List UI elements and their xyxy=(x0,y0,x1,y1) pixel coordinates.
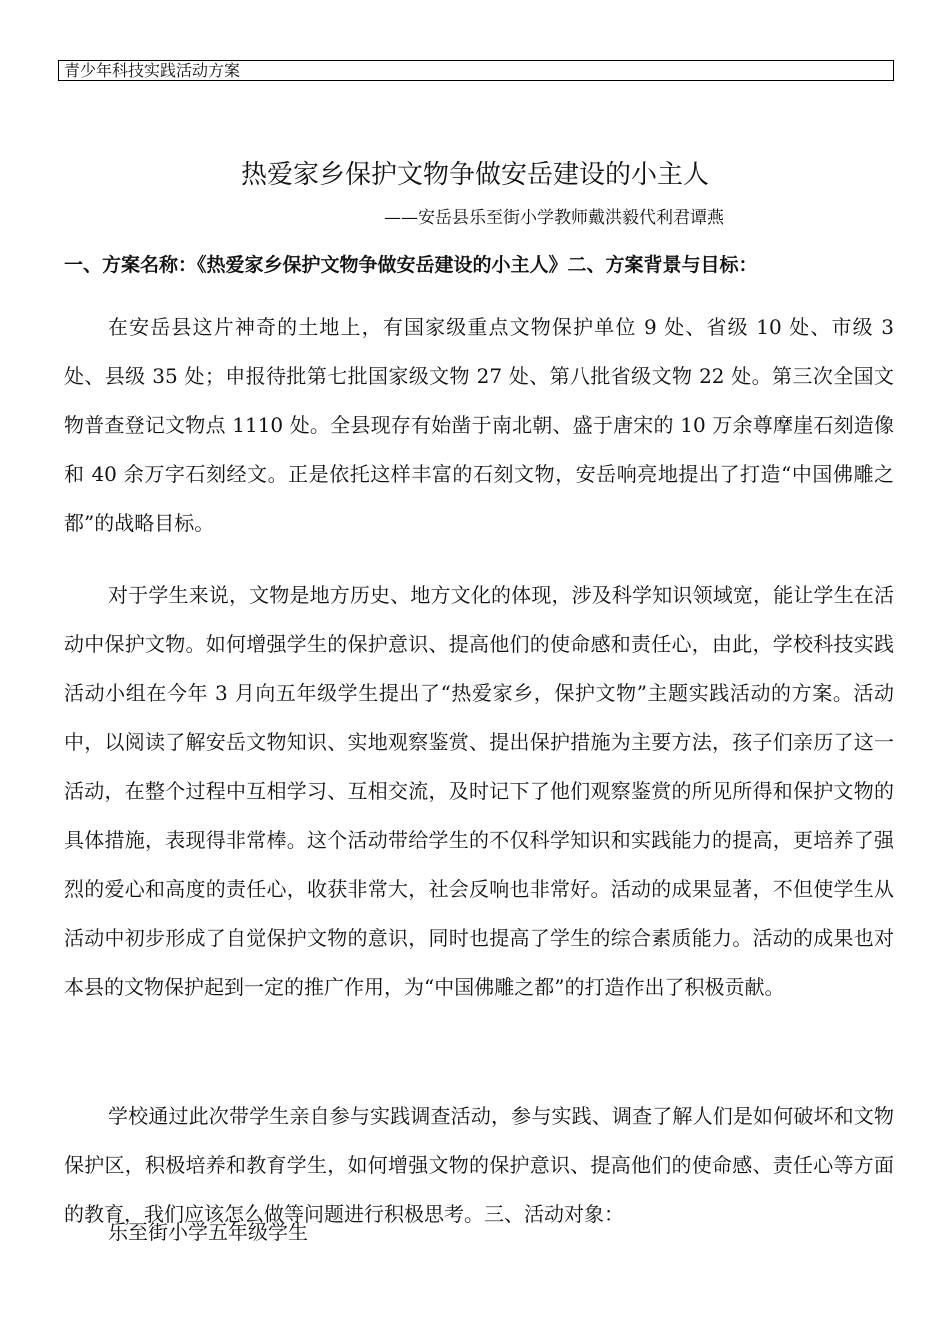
paragraph-goals: 对于学生来说，文物是地方历史、地方文化的体现，涉及科学知识领域宽，能让学生在活动中保护文物。如何增强学生的保护意识、提高他们的使命感和责任心，由此，学校科技实践活动小组在今年 3 月向五年级学生提出了“热爱家乡，保护文物”主题实践活动的方案。活动中，以阅读了解安岳文物知识、实地观察鉴赏、提出保护措施为主要方法，孩子们亲历了这一活动，在整个过程中互相学习、互相交流，及时记下了他们观察鉴赏的所见所得和保护文物的具体措施，表现得非常棒。这个活动带给学生的不仅科学知识和实践能力的提高，更培养了强烈的爱心和高度的责任心，收获非常大，社会反响也非常好。活动的成果显著，不但使学生从活动中初步形成了自觉保护文物的意识，同时也提高了学生的综合素质能力。活动的成果也对本县的文物保护起到一定的推广作用，为“中国佛雕之都”的打造作出了积极贡献。 xyxy=(64,583,894,999)
running-header: 青少年科技实践活动方案 xyxy=(64,61,241,80)
paragraph-background: 在安岳县这片神奇的土地上，有国家级重点文物保护单位 9 处、省级 10 处、市级 3 处、县级 35 处；申报待批第七批国家级文物 27 处、第八批省级文物 22 处。第三次全国文物普查登记文物点 1110 处。全县现存有始凿于南北朝、盛于唐宋的 10 万余尊摩崖石刻造像和 40 余万字石刻经文。正是依托这样丰富的石刻文物，安岳响亮地提出了打造“中国佛雕之都”的战略目标。 xyxy=(64,315,894,535)
document-title: 热爱家乡保护文物争做安岳建设的小主人 xyxy=(240,160,709,190)
document-subtitle: ——安岳县乐至街小学教师戴洪毅代利君谭燕 xyxy=(384,208,724,228)
section-heading: 一、方案名称：《热爱家乡保护文物争做安岳建设的小主人》二、方案背景与目标： xyxy=(64,254,758,276)
activity-target: 乐至街小学五年级学生 xyxy=(108,1220,308,1244)
paragraph-reflection: 学校通过此次带学生亲自参与实践调查活动，参与实践、调查了解人们是如何破坏和文物保护区，积极培养和教育学生，如何增强文物的保护意识、提高他们的使命感、责任心等方面的教育，我们应该怎么做等问题进行积极思考。三、活动对象： xyxy=(64,1104,894,1226)
